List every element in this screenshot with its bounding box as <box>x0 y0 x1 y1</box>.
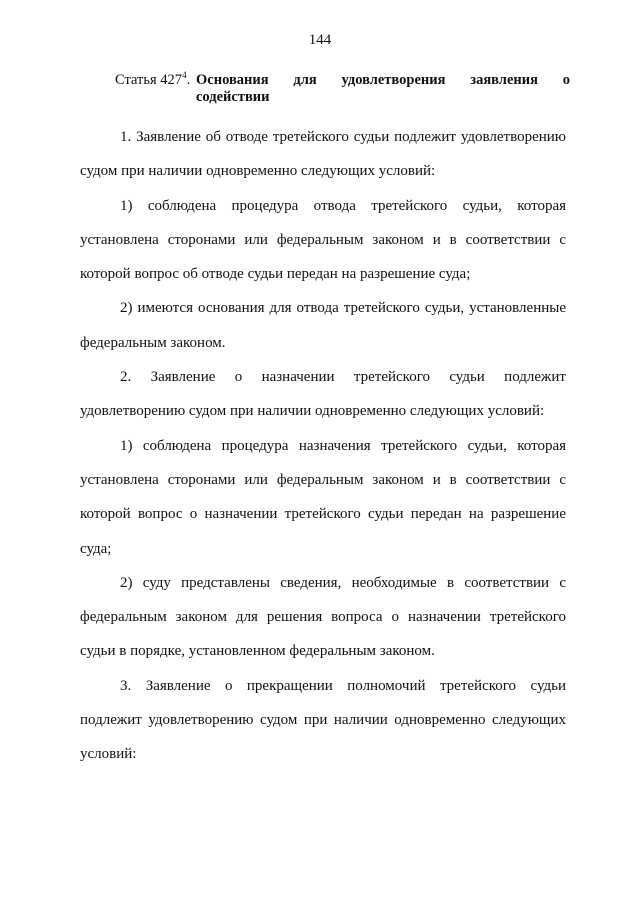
page-number: 144 <box>308 32 332 48</box>
paragraph-1-item-1: 1) соблюдена процедура отвода третейского судьи, которая установлена сторонами или федеральным законом и в соответствии с которой вопрос об отводе судьи передан на разрешение суда; <box>80 197 566 283</box>
paragraph-2: 2. Заявление о назначении третейского судьи подлежит удовлетворению судом при наличии одновременно следующих условий: <box>80 369 566 420</box>
article-title <box>196 72 570 106</box>
paragraph-1: 1. Заявление об отводе третейского судьи подлежит удовлетворению судом при наличии одновременно следующих условий: <box>80 129 566 180</box>
article-number-suffix: . <box>186 72 191 88</box>
article-number-superscript: 4 <box>182 70 187 81</box>
paragraph-1-item-2: 2) имеются основания для отвода третейского судьи, установленные федеральным законом. <box>80 300 566 351</box>
article-title-line-1: Основания для удовлетворения заявления о <box>196 72 570 88</box>
article-heading <box>115 72 570 106</box>
paragraph-2-item-2: 2) суду представлены сведения, необходимые в соответствии с федеральным законом для решения вопроса о назначении третейского судьи в порядке, установленном федеральным законом. <box>80 574 566 660</box>
paragraph-3: 3. Заявление о прекращении полномочий третейского судьи подлежит удовлетворению судом при наличии одновременно следующих условий: <box>80 677 566 763</box>
paragraph-2-item-1: 1) соблюдена процедура назначения третейского судьи, которая установлена сторонами или федеральным законом и в соответствии с которой вопрос о назначении третейского судьи передан на разрешение суда; <box>80 437 566 557</box>
article-body <box>80 120 566 772</box>
article-number-text: Статья 427 <box>115 72 183 88</box>
article-number <box>115 72 196 89</box>
article-title-line-2: содействии <box>196 89 270 105</box>
